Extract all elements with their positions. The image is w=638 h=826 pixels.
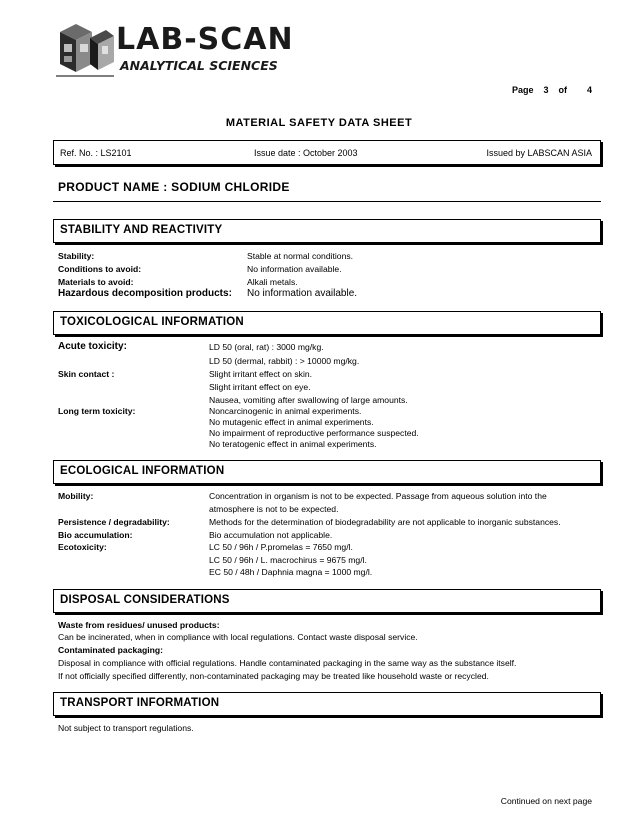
section-header-stability — [53, 219, 601, 243]
ecotoxicity-line: LC 50 / 96h / P.promelas = 7650 mg/l. — [209, 542, 353, 552]
acute-toxicity-line: LD 50 (oral, rat) : 3000 mg/kg. — [209, 342, 324, 352]
issued-by: Issued by LABSCAN ASIA — [486, 148, 592, 158]
ecotoxicity-label: Ecotoxicity: — [58, 542, 107, 552]
bio-accumulation-line: Bio accumulation not applicable. — [209, 530, 333, 540]
section-title: DISPOSAL CONSIDERATIONS — [60, 594, 230, 606]
skin-contact-line: Slight irritant effect on eye. — [209, 382, 311, 392]
acute-toxicity-label: Acute toxicity: — [58, 341, 127, 352]
section-title: TRANSPORT INFORMATION — [60, 697, 220, 709]
packaging-label: Contaminated packaging: — [58, 645, 164, 655]
long-term-line: Noncarcinogenic in animal experiments. — [209, 406, 362, 416]
ref-number: Ref. No. : LS2101 — [60, 148, 132, 158]
persistence-label: Persistence / degradability: — [58, 517, 170, 527]
labscan-logo — [54, 18, 294, 82]
page-of: of — [558, 85, 567, 95]
waste-label: Waste from residues/ unused products: — [58, 620, 220, 630]
divider — [53, 201, 601, 202]
skin-contact-label: Skin contact : — [58, 369, 115, 379]
document-title: MATERIAL SAFETY DATA SHEET — [225, 117, 413, 129]
cube-logo-icon — [54, 18, 116, 80]
section-header-disposal — [53, 589, 601, 613]
page-current: 3 — [543, 85, 549, 95]
logo-tagline: ANALYTICAL SCIENCES — [120, 58, 278, 73]
conditions-label: Conditions to avoid: — [58, 264, 142, 274]
bio-accumulation-label: Bio accumulation: — [58, 530, 133, 540]
acute-toxicity-line: LD 50 (dermal, rabbit) : > 10000 mg/kg. — [209, 356, 360, 366]
section-header-ecological — [53, 460, 601, 484]
transport-text: Not subject to transport regulations. — [58, 723, 194, 733]
section-header-transport — [53, 692, 601, 716]
materials-value: Alkali metals. — [247, 277, 298, 287]
skin-contact-line: Slight irritant effect on skin. — [209, 369, 313, 379]
hazardous-value: No information available. — [247, 288, 358, 299]
section-title: TOXICOLOGICAL INFORMATION — [60, 316, 244, 328]
page-label: Page — [511, 85, 534, 95]
mobility-label: Mobility: — [58, 491, 94, 501]
reference-box — [53, 140, 601, 165]
page-total: 4 — [586, 85, 592, 95]
hazardous-label: Hazardous decomposition products: — [58, 288, 232, 299]
long-term-line: No mutagenic effect in animal experiments. — [209, 417, 374, 427]
waste-line: Can be incinerated, when in compliance with local regulations. Contact waste disposal service. — [58, 632, 418, 642]
page-number — [512, 85, 592, 95]
long-term-line: No teratogenic effect in animal experiments. — [209, 439, 377, 449]
long-term-label: Long term toxicity: — [58, 406, 136, 416]
section-title: STABILITY AND REACTIVITY — [60, 224, 223, 236]
skin-contact-line: Nausea, vomiting after swallowing of large amounts. — [209, 395, 408, 405]
mobility-line: atmosphere is not to be expected. — [209, 504, 339, 514]
continued-note: Continued on next page — [500, 796, 592, 806]
persistence-line: Methods for the determination of biodegradability are not applicable to inorganic substances. — [209, 517, 561, 527]
section-title: ECOLOGICAL INFORMATION — [60, 465, 225, 477]
conditions-value: No information available. — [247, 264, 342, 274]
packaging-line: Disposal in compliance with official regulations. Handle contaminated packaging in the same way as the substance itself. — [58, 658, 517, 668]
ecotoxicity-line: EC 50 / 48h / Daphnia magna = 1000 mg/l. — [209, 567, 373, 577]
issue-date: Issue date : October 2003 — [254, 148, 358, 158]
long-term-line: No impairment of reproductive performance suspected. — [209, 428, 419, 438]
mobility-line: Concentration in organism is not to be expected. Passage from aqueous solution into the — [209, 491, 547, 501]
product-name: PRODUCT NAME : SODIUM CHLORIDE — [58, 180, 290, 194]
ecotoxicity-line: LC 50 / 96h / L. macrochirus = 9675 mg/l. — [209, 555, 367, 565]
materials-label: Materials to avoid: — [58, 277, 134, 287]
stability-label: Stability: — [58, 251, 95, 261]
packaging-line: If not officially specified differently, non-contaminated packaging may be treated like household waste or recycled. — [58, 671, 489, 681]
section-header-toxicological — [53, 311, 601, 335]
stability-value: Stable at normal conditions. — [247, 251, 354, 261]
logo-wordmark: LAB-SCAN — [116, 22, 294, 57]
